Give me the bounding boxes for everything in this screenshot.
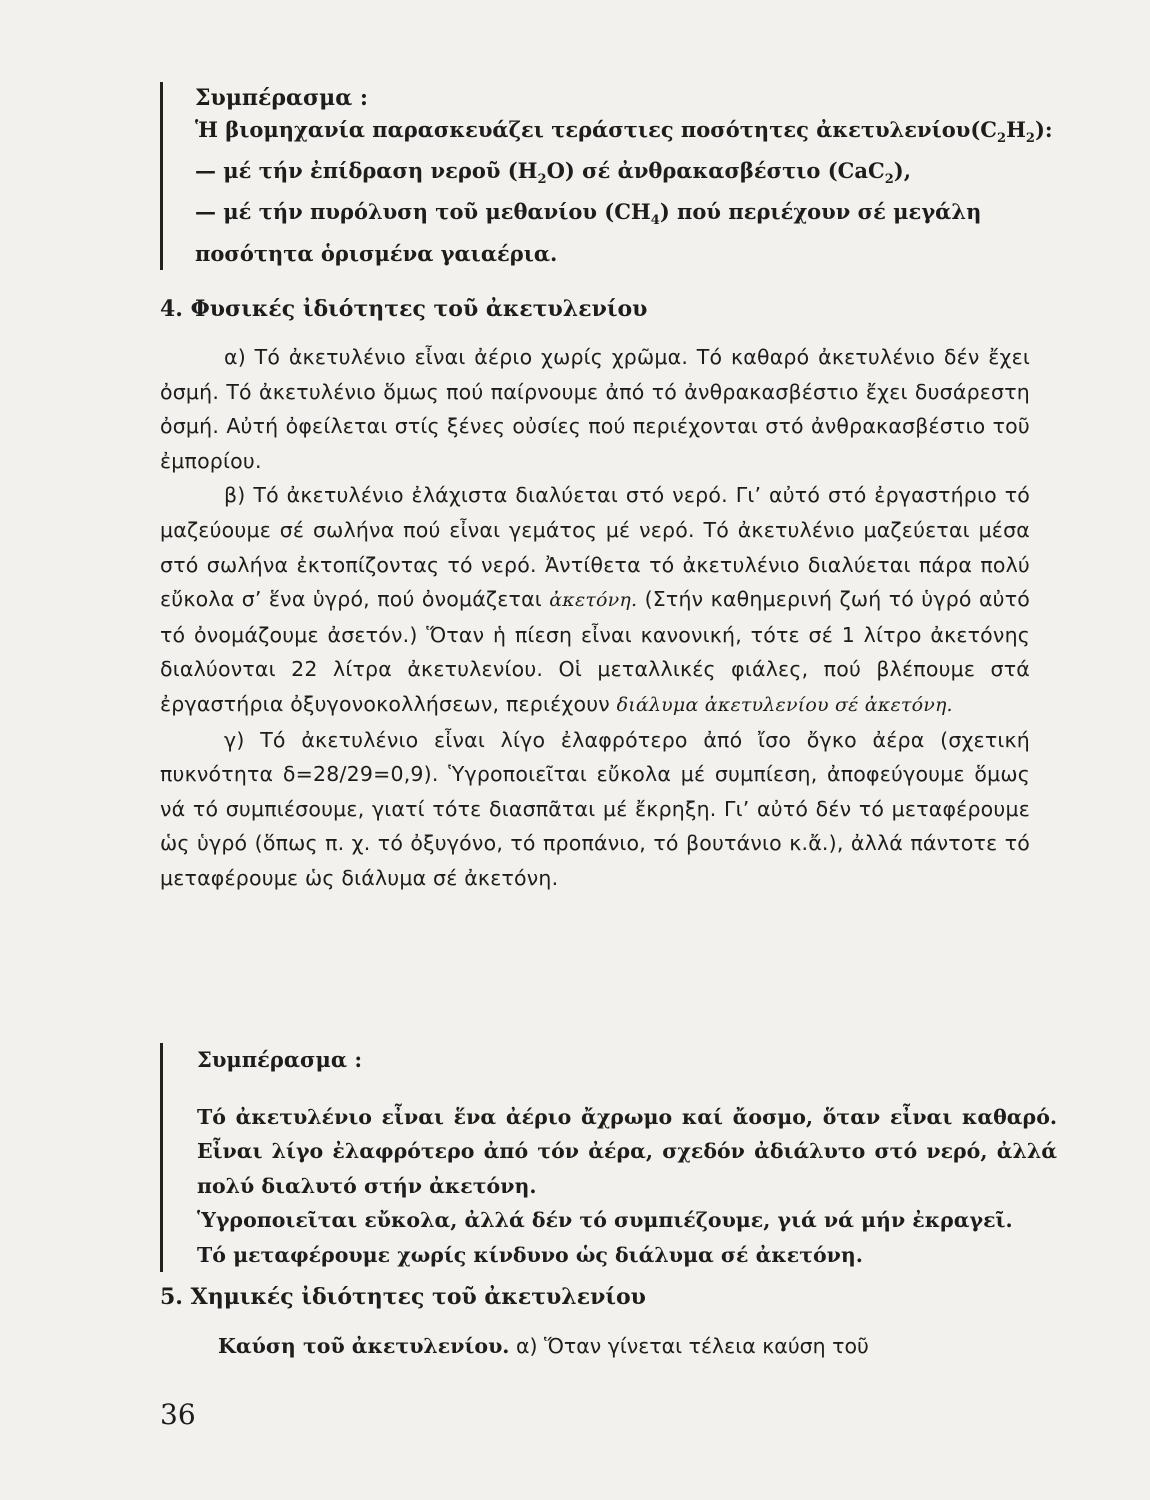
conclusion-line: — μέ τήν πυρόλυση τοῦ μεθανίου $(CH_4)$ πού περιέχουν σέ μεγάλη [195, 199, 982, 229]
combustion-text: α) Ὅταν γίνεται τέλεια καύση τοῦ [515, 1334, 869, 1358]
conclusion-line: — μέ τήν ἐπίδραση νεροῦ $(H_2O)$ σέ ἀνθρακασβέστιο (CaC$_2$), [195, 158, 912, 188]
section-heading-4: 4. Φυσικές ἰδιότητες τοῦ ἀκετυλενίου [160, 296, 648, 322]
conclusion-line: ποσότητα ὁρισμένα γαιαέρια. [195, 240, 558, 266]
conclusion-title: Συμπέρασμα : [195, 85, 368, 111]
page-number: 36 [160, 1398, 196, 1431]
conclusion-box-2 [160, 1043, 1057, 1272]
conclusion-line: Ἡ βιομηχανία παρασκευάζει τεράστιες ποσότητες $ἀ\kappa\varepsilon\tau\upsilon\lambda\varepsilon\nu ίo\upsilon(C_2H_2)$: [195, 117, 1053, 147]
section-heading-5: 5. Χημικές ἰδιότητες τοῦ ἀκετυλενίου [160, 1284, 646, 1310]
conclusion-paragraph: Ὑγροποιεῖται εὔκολα, ἀλλά δέν τό συμπιέζουμε, γιά νά μήν ἐκραγεῖ. [197, 1208, 1013, 1232]
conclusion-paragraph: Τό μεταφέρουμε χωρίς κίνδυνο ὡς διάλυμα σέ ἀκετόνη. [197, 1242, 863, 1267]
paragraph-a: α) Τό ἀκετυλένιο εἶναι ἀέριο χωρίς χρῶμα. Τό καθαρό ἀκετυλένιο δέν ἔχει ὀσμή. Τό ἀκετυλένιο ὅμως πού παίρνουμε ἀπό τό ἀνθρακασβέστιο ἔχει δυσάρεστη ὀσμή. Αὐτή ὀφείλεται στίς ξένες οὐσίες πού περιέχονται στό ἀνθρακασβέστιο τοῦ ἐμπορίου. [160, 345, 1030, 473]
combustion-lead: Καύση τοῦ ἀκετυλενίου. [218, 1334, 510, 1358]
conclusion-paragraph: Τό ἀκετυλένιο εἶναι ἕνα ἀέριο ἄχρωμο καί ἄοσμο, ὅταν εἶναι καθαρό. Εἶναι λίγο ἐλαφρότερο ἀπό τόν ἀέρα, σχεδόν ἀδιάλυτο στό νερό, ἀλλά πολύ διαλυτό στήν ἀκετόνη. [197, 1104, 1057, 1198]
conclusion-box-1 [160, 82, 1075, 270]
section-4-body [160, 340, 1030, 896]
paragraph-c: γ) Τό ἀκετυλένιο εἶναι λίγο ἐλαφρότερο ἀπό ἴσο ὄγκο ἀέρα (σχετική πυκνότητα δ=28/29=0,9). Ὑγροποιεῖται εὔκολα μέ συμπίεση, ἀποφεύγουμε ὅμως νά τό συμπιέσουμε, γιατί τότε διασπᾶται μέ ἔκρηξη. Γι’ αὐτό δέν τό μεταφέρουμε ὡς ὑγρό (ὅπως π. χ. τό ὀξυγόνο, τό προπάνιο, τό βουτάνιο κ.ἄ.), ἀλλά πάντοτε τό μεταφέρουμε ὡς διάλυμα σέ ἀκετόνη. [160, 727, 1030, 890]
paragraph-b: β) Τό ἀκετυλένιο ἐλάχιστα διαλύεται στό νερό. Γι’ αὐτό στό ἐργαστήριο τό μαζεύουμε σέ σωλήνα πού εἶναι γεμάτος μέ νερό. Τό ἀκετυλένιο μαζεύεται μέσα στό σωλήνα ἐκτοπίζοντας τό νερό. Ἀντίθετα τό ἀκετυλένιο διαλύεται πάρα πολύ εὔκολα σ’ ἕνα ὑγρό, πού ὀνομάζεται ἀκετόνη. (Στήν καθημερινή ζωή τό ὑγρό αὐτό τό ὀνομάζουμε ἀσετόν.) Ὅταν ἡ πίεση εἶναι κανονική, τότε σέ 1 λίτρο ἀκετόνης διαλύονται 22 λίτρα ἀκετυλενίου. Οἱ μεταλλικές φιάλες, πού βλέπουμε στά ἐργαστήρια ὀξυγονοκολλήσεων, περιέχουν διάλυμα ἀκετυλενίου σέ ἀκετόνη. [160, 483, 1031, 716]
conclusion-title: Συμπέρασμα : [197, 1047, 363, 1072]
section-5-body [218, 1329, 1033, 1363]
